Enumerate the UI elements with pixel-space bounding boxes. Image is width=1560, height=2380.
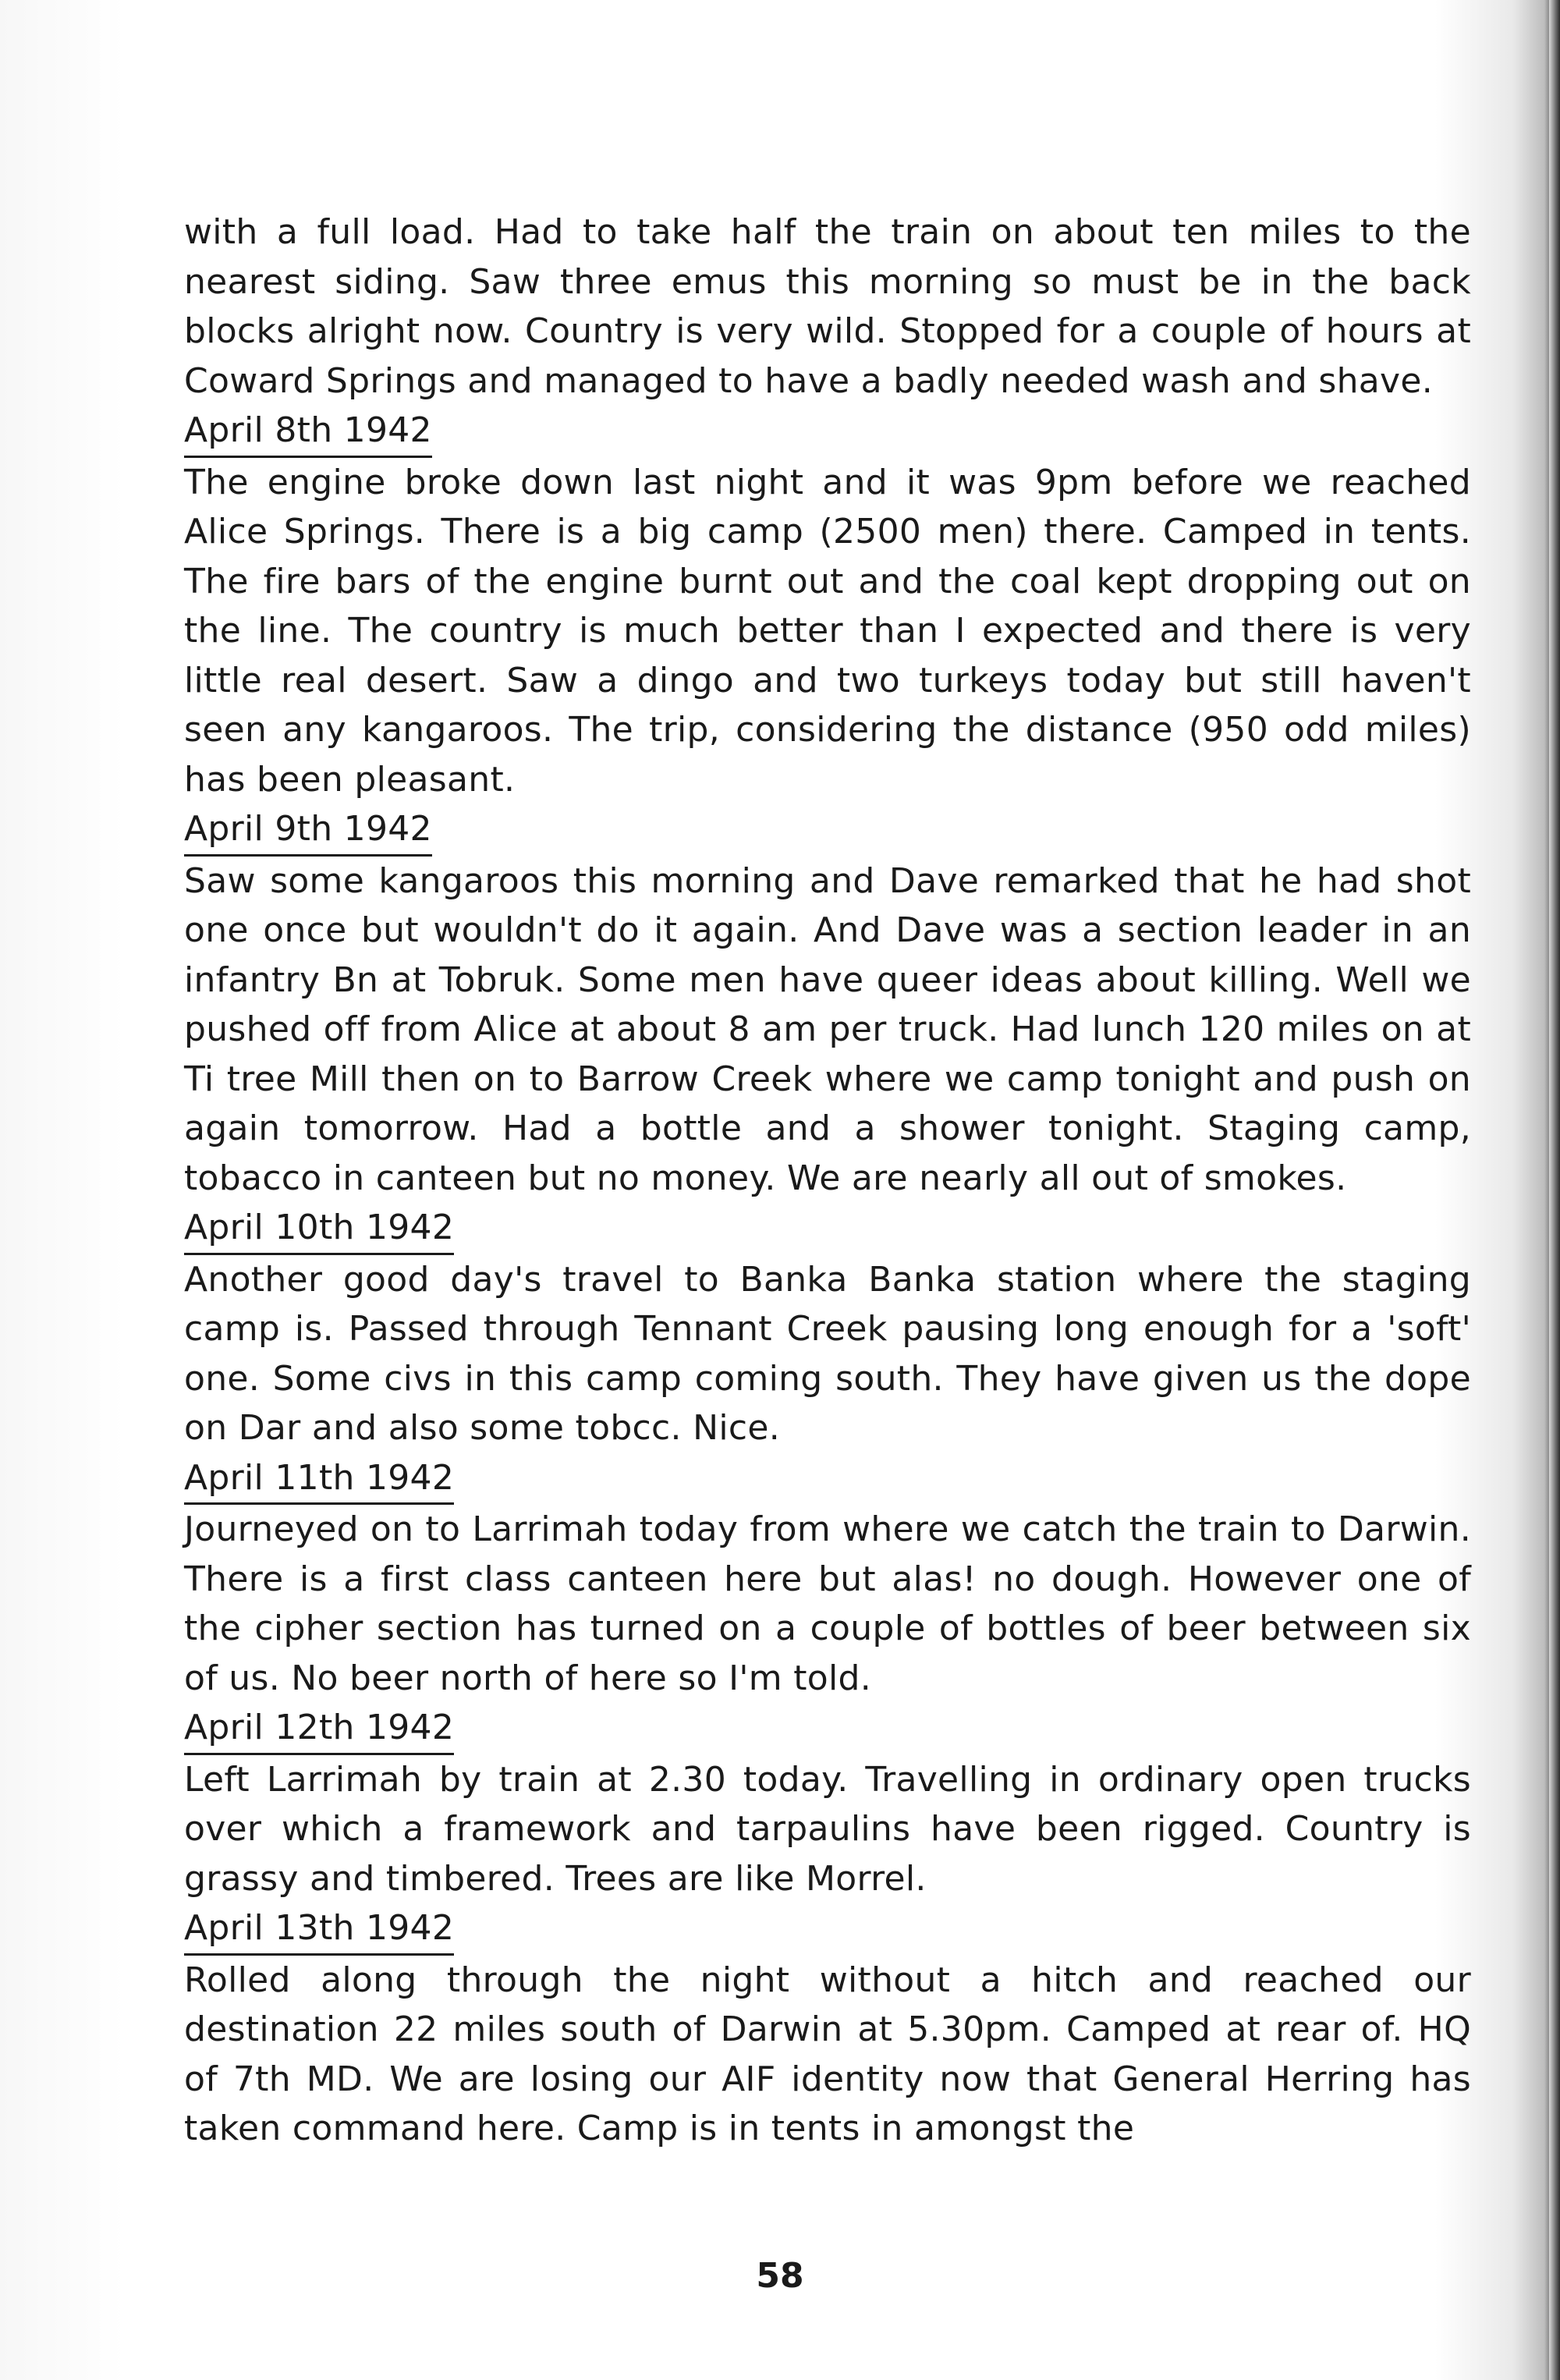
entry-continuation-text: with a full load. Had to take half the train on about ten miles to the nearest siding. Saw three emus this morning so must be in the back blocks alright now. Country is very wild. Stopped for a couple of hours at Coward Springs and managed to have a badly needed wash and shave. — [184, 212, 1471, 401]
entry-text: The engine broke down last night and it was 9pm before we reached Alice Springs. There is a big camp (2500 men) there. Camped in tents. The fire bars of the engine burnt out and the coal kept dropping out on the line. The country is much better than I expected and there is very little real desert. Saw a dingo and two turkeys today but still haven't seen any kangaroos. The trip, considering the distance (950 odd miles) has been pleasant. — [184, 462, 1471, 800]
entry-text: Rolled along through the night without a hitch and reached our destination 22 miles south of Darwin at 5.30pm. Camped at rear of. HQ of 7th MD. We are losing our AIF identity now that General Herring has taken command here. Camp is in tents in amongst the — [184, 1960, 1471, 2148]
entry-date: April 13th 1942 — [184, 1903, 454, 1956]
entry-text: Left Larrimah by train at 2.30 today. Travelling in ordinary open trucks over which a framework and tarpaulins have been rigged. Country is grassy and timbered. Trees are like Morrel. — [184, 1759, 1471, 1899]
entry-text: Journeyed on to Larrimah today from where we catch the train to Darwin. There is a first class canteen here but alas! no dough. However one of the cipher section has turned on a couple of bottles of beer between six of us. No beer north of here so I'm told. — [184, 1509, 1471, 1698]
entry-date: April 11th 1942 — [184, 1453, 454, 1506]
entry-date: April 8th 1942 — [184, 406, 432, 458]
entry-heading-april-12 — [184, 1703, 1471, 1755]
entry-text: Another good day's travel to Banka Banka station where the staging camp is. Passed through Tennant Creek pausing long enough for a 'soft' one. Some civs in this camp coming south. They have given us the dope on Dar and also some tobcc. Nice. — [184, 1259, 1471, 1448]
entry-date: April 12th 1942 — [184, 1703, 454, 1755]
entry-heading-april-13 — [184, 1903, 1471, 1956]
entry-heading-april-8 — [184, 406, 1471, 458]
diary-text — [184, 207, 1471, 2154]
entry-heading-april-10 — [184, 1203, 1471, 1255]
entry-heading-april-11 — [184, 1453, 1471, 1506]
entry-text: Saw some kangaroos this morning and Dave remarked that he had shot one once but wouldn't do it again. And Dave was a section leader in an infantry Bn at Tobruk. Some men have queer ideas about killing. Well we pushed off from Alice at about 8 am per truck. Had lunch 120 miles on at Ti tree Mill then on to Barrow Creek where we camp tonight and push on again tomorrow. Had a bottle and a shower tonight. Staging camp, tobacco in canteen but no money. We are nearly all out of smokes. — [184, 860, 1471, 1198]
entry-heading-april-9 — [184, 804, 1471, 857]
page-edge-shadow — [1549, 0, 1560, 2380]
page-number: 58 — [756, 2256, 804, 2296]
entry-date: April 10th 1942 — [184, 1203, 454, 1255]
entry-date: April 9th 1942 — [184, 804, 432, 857]
